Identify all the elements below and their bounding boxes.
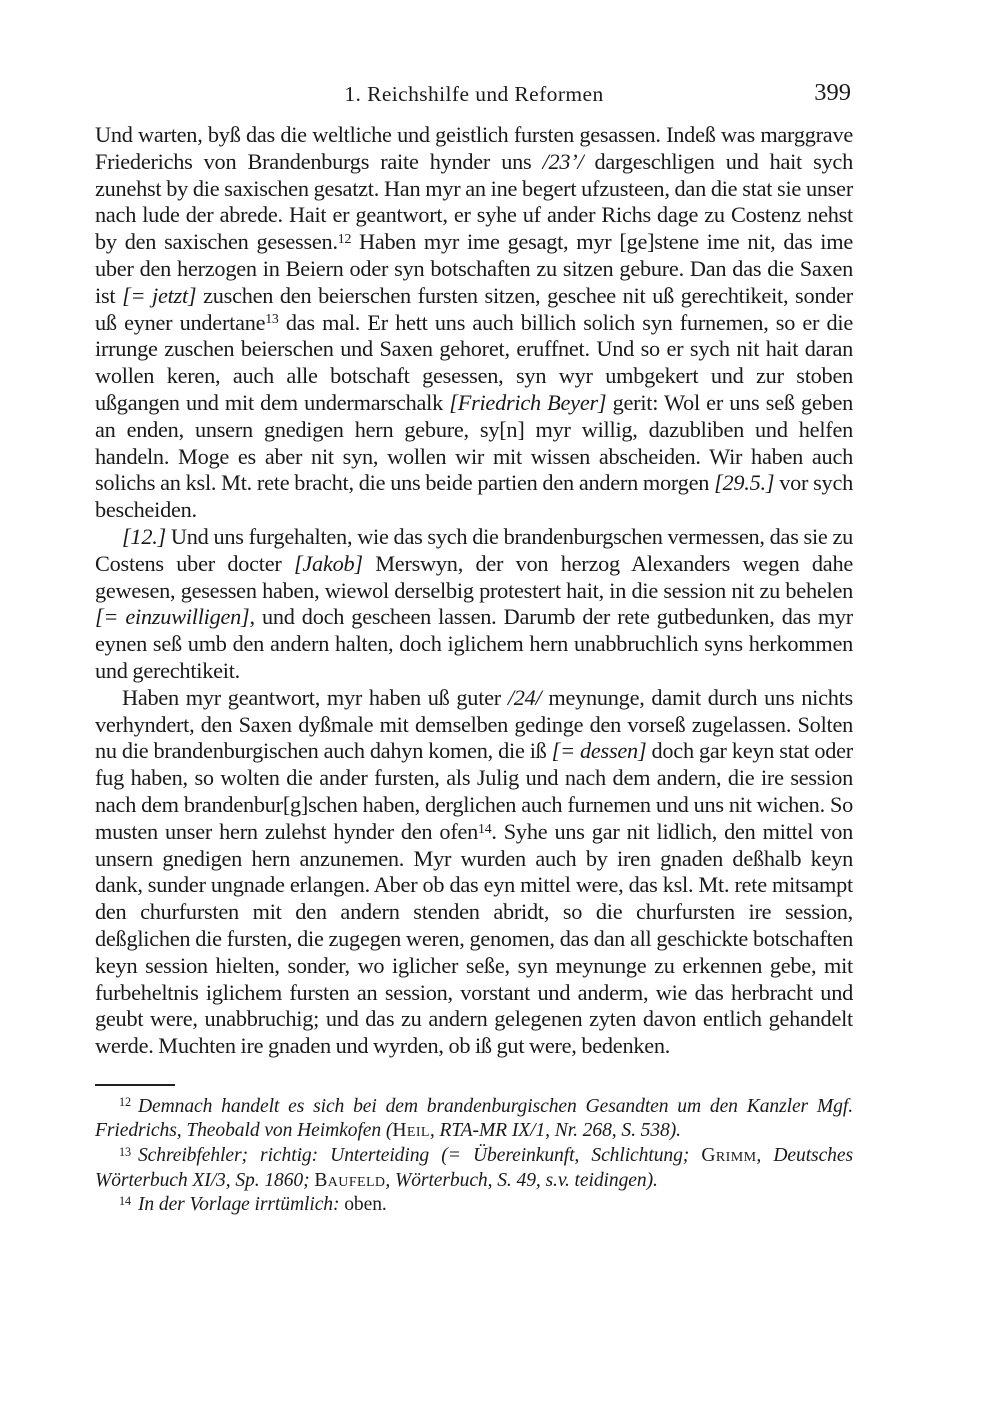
footnote-marker: 14 [478,820,492,836]
text-run: /23’/ [542,148,584,174]
text-run: Haben myr ime gesagt, myr [ge]stene ime nit, das ime uber den herzogen in Beiern oder syn botschaften zu sitzen gebure. Dan das die Saxen ist [95,229,853,308]
footnotes-section [95,1084,853,1218]
text-run: zuschen den beierschen fursten sitzen, geschee nit uß gerechtikeit, sonder uß eyner undertane [95,282,853,335]
text-run: [= jetzt] [122,282,197,308]
text-run: , Deutsches Wörterbuch XI/3, Sp. 1860; [95,1145,854,1191]
text-run: vor sych bescheiden. [95,470,854,523]
paragraph [95,524,853,685]
text-run: Und uns furgehalten, wie das sych die brandenburgschen vermessen, das sie zu Costens uber docter [95,523,853,576]
text-run: , und doch gescheen lassen. Darumb der rete gutbedunken, das myr eynen seß umb den andern halten, doch iglichem hern unabbruchlich syns herkommen und gerechtikeit. [95,604,853,683]
text-run: dargeschligen und hait sych zunehst by die saxischen gesatzt. Han myr an ine begert ufzusteen, dan die stat sie unser nach lude der abrede. Hait er geantwort, er syhe uf ander Richs dage zu Costenz nehst by den saxischen gesessen. [95,148,853,255]
footnote-marker: 12 [337,230,352,246]
text-run: [Friedrich Beyer] [449,389,607,415]
footnote-number: 12 [119,1095,131,1110]
paragraph [95,685,853,1060]
text-run: In der Vorlage irrtümlich: [137,1194,340,1216]
text-run: das mal. Er hett uns auch billich solich syn furnemen, so er die irrunge zuschen beierschen und Saxen gehoret, eruffnet. Und so er sych nit hait daran wollen keren, auch alle botschaft gesessen, syn wyr umbgekert und zur stoben ußgangen und mit dem undermarschalk [95,309,853,415]
text-run: [= dessen] [551,738,647,764]
text-block [95,79,854,1218]
text-run: Haben myr geantwort, myr haben uß guter [122,684,508,710]
page-number: 399 [814,79,851,106]
footnote [95,1144,853,1193]
text-run: , RTA-MR IX/1, Nr. 268, S. 538). [429,1120,681,1142]
footnote [95,1193,853,1218]
text-run: gerit: Wol er uns seß geben an enden, unsern gnedigen hern gebure, sy[n] myr willig, dazubliben und helfen handeln. Moge es aber nit syn, wollen wir mit wissen abscheiden. Wir haben auch solichs an ksl. Mt. rete bracht, die uns beide partien den andern morgen [95,389,853,496]
footnote-list [95,1095,853,1218]
text-run: Grimm [701,1145,757,1167]
paragraph [95,122,853,524]
text-run: [= einzuwilligen] [95,604,250,630]
text-run: Baufeld [314,1169,386,1191]
running-head [95,79,853,112]
text-run: [12.] [122,523,166,549]
footnote [95,1095,853,1144]
text-run: doch gar keyn stat oder fug haben, so wolten die ander fursten, als Julig und nach dem andern, die ire session nach dem brandenbur[g]schen haben, derglichen auch furnemen und uns nit wichen. So musten unser hern zulehst hynder den ofen [95,738,853,844]
text-run: Und warten, byß das die weltliche und geistlich fursten gesassen. Indeß was marggrave Friederichs von Brandenburgs raite hynder uns [95,122,853,174]
section-title: 1. Reichshilfe und Reformen [344,82,604,106]
text-run: oben. [339,1194,387,1216]
text-run: Heil [392,1120,430,1142]
text-run: , Wörterbuch, S. 49, s.v. teidingen). [385,1169,658,1191]
text-run: [Jakob] [293,550,363,576]
text-run: Schreibfehler; richtig: Unterteiding (= Übereinkunft, Schlichtung; [137,1145,702,1167]
footnote-separator [95,1084,175,1086]
text-run: [29.5.] [714,470,775,496]
text-run: Demnach handelt es sich bei dem brandenburgischen Gesandten um den Kanzler Mgf. Friedrichs, Theobald von Heimkofen ( [95,1095,853,1142]
text-run: . Syhe uns gar nit lidlich, den mittel von unsern gnedigen hern anzunemen. Myr wurden auch by iren gnaden deßhalb keyn dank, sunder ungnade erlangen. Aber ob das eyn mittel were, das ksl. Mt. rete mitsampt den churfursten mit den andern stenden abridt, so die churfursten ire session, deßglichen die fursten, die zugegen weren, genomen, das dan all geschickte botschaften keyn session hielten, sonder, wo iglicher seße, syn meynunge zu erkennen gebe, mit furbeheltnis iglichem fursten an session, vorstant und anderm, wie das herbracht und geubt were, unabbruchig; und das zu andern gelegenen zyten davon entlich gehandelt werde. Muchten ire gnaden und wyrden, ob iß gut were, bedenken. [95,818,853,1059]
text-run: meynunge, damit durch uns nichts verhyndert, den Saxen dyßmale mit demselben gedinge den vorseß zugelassen. Solten nu die brandenburgischen auch dahyn komen, die iß [95,684,853,764]
text-run: Merswyn, der von herzog Alexanders wegen dahe gewesen, gesessen haben, wiewol derselbig protestert hait, in die session nit zu behelen [95,550,853,603]
text-run: /24/ [507,684,542,710]
footnote-number: 13 [119,1144,131,1159]
footnote-marker: 13 [265,311,279,327]
footnote-number: 14 [119,1193,131,1208]
main-text [95,122,853,1060]
